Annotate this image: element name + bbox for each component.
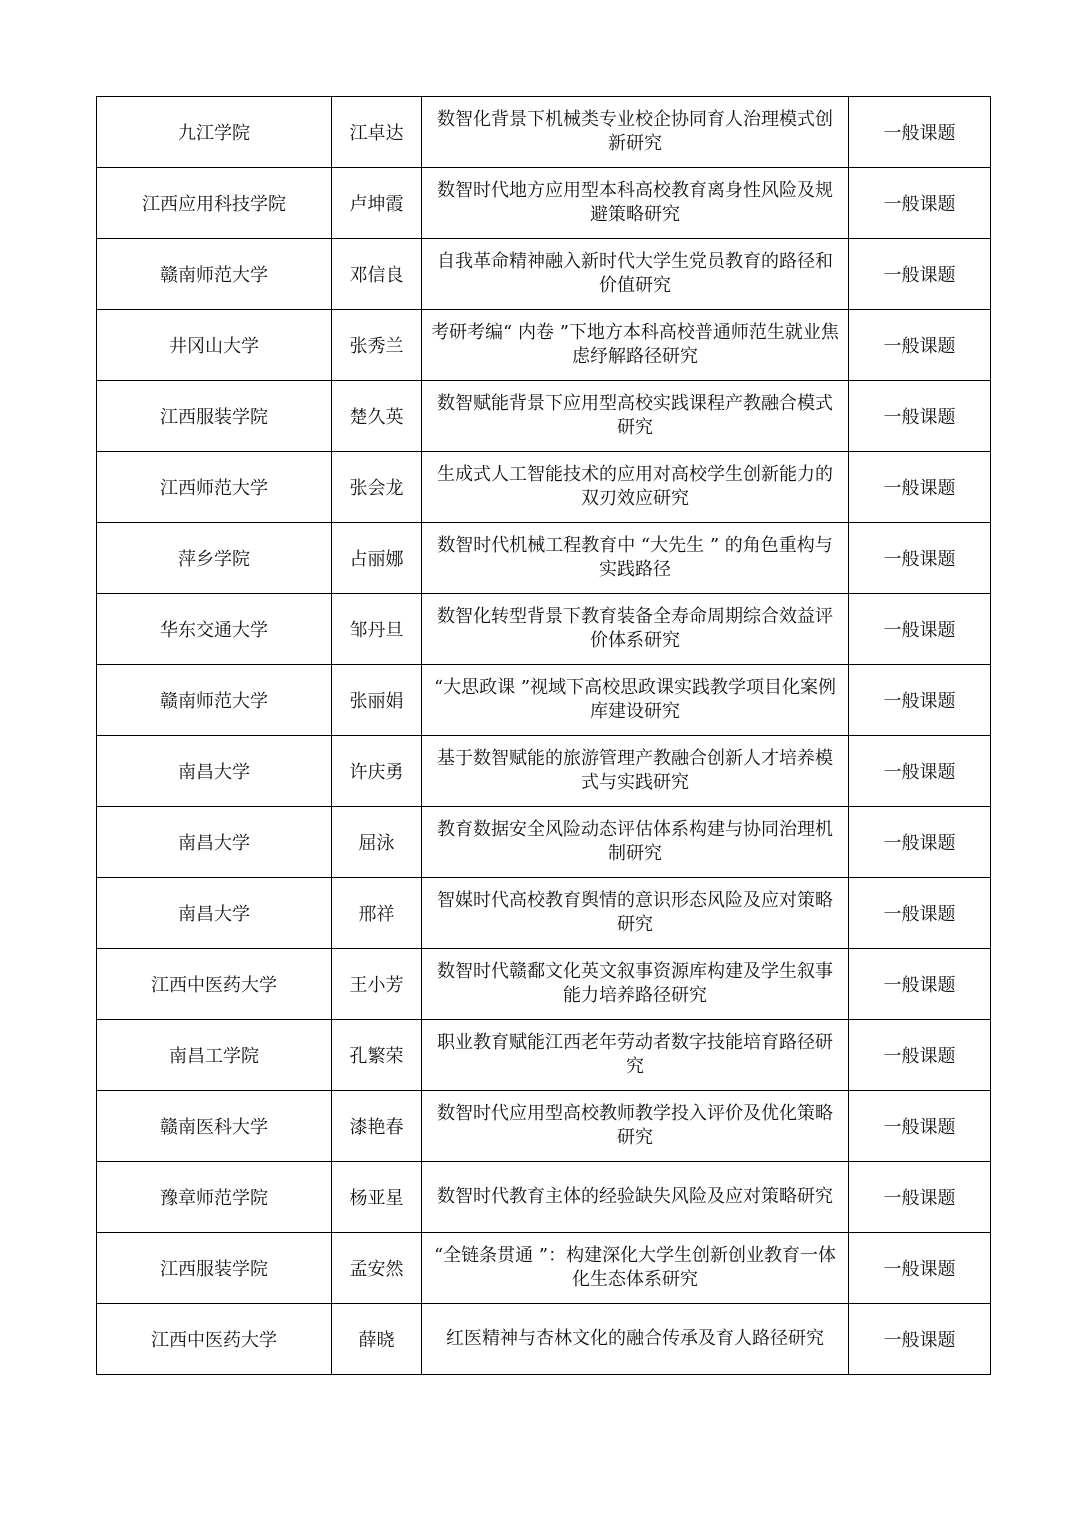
leader-cell: 张丽娟	[332, 665, 422, 736]
leader-cell: 孟安然	[332, 1233, 422, 1304]
category-cell: 一般课题	[849, 168, 991, 239]
school-cell: 江西中医药大学	[97, 1304, 332, 1375]
table-row	[97, 523, 991, 594]
category-cell: 一般课题	[849, 310, 991, 381]
table-row	[97, 168, 991, 239]
table-row	[97, 878, 991, 949]
leader-cell: 张会龙	[332, 452, 422, 523]
school-cell: 豫章师范学院	[97, 1162, 332, 1233]
project-list-table	[96, 96, 991, 1375]
table-row	[97, 1162, 991, 1233]
school-cell: 赣南师范大学	[97, 665, 332, 736]
school-cell: 江西服装学院	[97, 1233, 332, 1304]
project-title-cell: “全链条贯通 ”：构建深化大学生创新创业教育一体化生态体系研究	[422, 1233, 849, 1304]
table-row	[97, 310, 991, 381]
leader-cell: 楚久英	[332, 381, 422, 452]
category-cell: 一般课题	[849, 1020, 991, 1091]
table-row	[97, 807, 991, 878]
school-cell: 江西中医药大学	[97, 949, 332, 1020]
project-title-cell: 生成式人工智能技术的应用对高校学生创新能力的双刃效应研究	[422, 452, 849, 523]
category-cell: 一般课题	[849, 736, 991, 807]
project-title-cell: 自我革命精神融入新时代大学生党员教育的路径和价值研究	[422, 239, 849, 310]
project-title-cell: 数智化背景下机械类专业校企协同育人治理模式创新研究	[422, 97, 849, 168]
category-cell: 一般课题	[849, 1091, 991, 1162]
table-row	[97, 239, 991, 310]
school-cell: 南昌工学院	[97, 1020, 332, 1091]
school-cell: 江西应用科技学院	[97, 168, 332, 239]
project-title-cell: 数智时代赣鄱文化英文叙事资源库构建及学生叙事能力培养路径研究	[422, 949, 849, 1020]
project-title-cell: 智媒时代高校教育舆情的意识形态风险及应对策略研究	[422, 878, 849, 949]
table-row	[97, 1091, 991, 1162]
table-row	[97, 665, 991, 736]
category-cell: 一般课题	[849, 381, 991, 452]
school-cell: 江西师范大学	[97, 452, 332, 523]
project-title-cell: “大思政课 ”视域下高校思政课实践教学项目化案例库建设研究	[422, 665, 849, 736]
table-row	[97, 381, 991, 452]
table-row	[97, 1304, 991, 1375]
table-row	[97, 949, 991, 1020]
table-row	[97, 736, 991, 807]
category-cell: 一般课题	[849, 523, 991, 594]
school-cell: 赣南师范大学	[97, 239, 332, 310]
project-list-body	[97, 97, 991, 1375]
category-cell: 一般课题	[849, 949, 991, 1020]
category-cell: 一般课题	[849, 97, 991, 168]
category-cell: 一般课题	[849, 1162, 991, 1233]
category-cell: 一般课题	[849, 452, 991, 523]
project-title-cell: 数智化转型背景下教育装备全寿命周期综合效益评价体系研究	[422, 594, 849, 665]
category-cell: 一般课题	[849, 807, 991, 878]
project-title-cell: 数智时代地方应用型本科高校教育离身性风险及规避策略研究	[422, 168, 849, 239]
table-row	[97, 452, 991, 523]
leader-cell: 邹丹旦	[332, 594, 422, 665]
leader-cell: 漆艳春	[332, 1091, 422, 1162]
school-cell: 南昌大学	[97, 807, 332, 878]
project-title-cell: 基于数智赋能的旅游管理产教融合创新人才培养模式与实践研究	[422, 736, 849, 807]
leader-cell: 薛晓	[332, 1304, 422, 1375]
category-cell: 一般课题	[849, 1304, 991, 1375]
project-title-cell: 数智时代应用型高校教师教学投入评价及优化策略研究	[422, 1091, 849, 1162]
table-row	[97, 1020, 991, 1091]
school-cell: 九江学院	[97, 97, 332, 168]
leader-cell: 张秀兰	[332, 310, 422, 381]
project-title-cell: 教育数据安全风险动态评估体系构建与协同治理机制研究	[422, 807, 849, 878]
leader-cell: 江卓达	[332, 97, 422, 168]
leader-cell: 卢坤霞	[332, 168, 422, 239]
school-cell: 南昌大学	[97, 736, 332, 807]
project-title-cell: 红医精神与杏林文化的融合传承及育人路径研究	[422, 1304, 849, 1375]
category-cell: 一般课题	[849, 665, 991, 736]
school-cell: 萍乡学院	[97, 523, 332, 594]
leader-cell: 占丽娜	[332, 523, 422, 594]
project-title-cell: 数智时代教育主体的经验缺失风险及应对策略研究	[422, 1162, 849, 1233]
school-cell: 华东交通大学	[97, 594, 332, 665]
leader-cell: 许庆勇	[332, 736, 422, 807]
project-title-cell: 数智时代机械工程教育中 “大先生 ” 的角色重构与实践路径	[422, 523, 849, 594]
category-cell: 一般课题	[849, 239, 991, 310]
leader-cell: 屈泳	[332, 807, 422, 878]
category-cell: 一般课题	[849, 1233, 991, 1304]
leader-cell: 孔繁荣	[332, 1020, 422, 1091]
school-cell: 南昌大学	[97, 878, 332, 949]
leader-cell: 邓信良	[332, 239, 422, 310]
project-title-cell: 数智赋能背景下应用型高校实践课程产教融合模式研究	[422, 381, 849, 452]
leader-cell: 邢祥	[332, 878, 422, 949]
project-title-cell: 考研考编“ 内卷 ”下地方本科高校普通师范生就业焦虑纾解路径研究	[422, 310, 849, 381]
school-cell: 江西服装学院	[97, 381, 332, 452]
leader-cell: 杨亚星	[332, 1162, 422, 1233]
table-row	[97, 97, 991, 168]
school-cell: 井冈山大学	[97, 310, 332, 381]
table-row	[97, 1233, 991, 1304]
school-cell: 赣南医科大学	[97, 1091, 332, 1162]
project-title-cell: 职业教育赋能江西老年劳动者数字技能培育路径研究	[422, 1020, 849, 1091]
leader-cell: 王小芳	[332, 949, 422, 1020]
category-cell: 一般课题	[849, 594, 991, 665]
table-row	[97, 594, 991, 665]
category-cell: 一般课题	[849, 878, 991, 949]
